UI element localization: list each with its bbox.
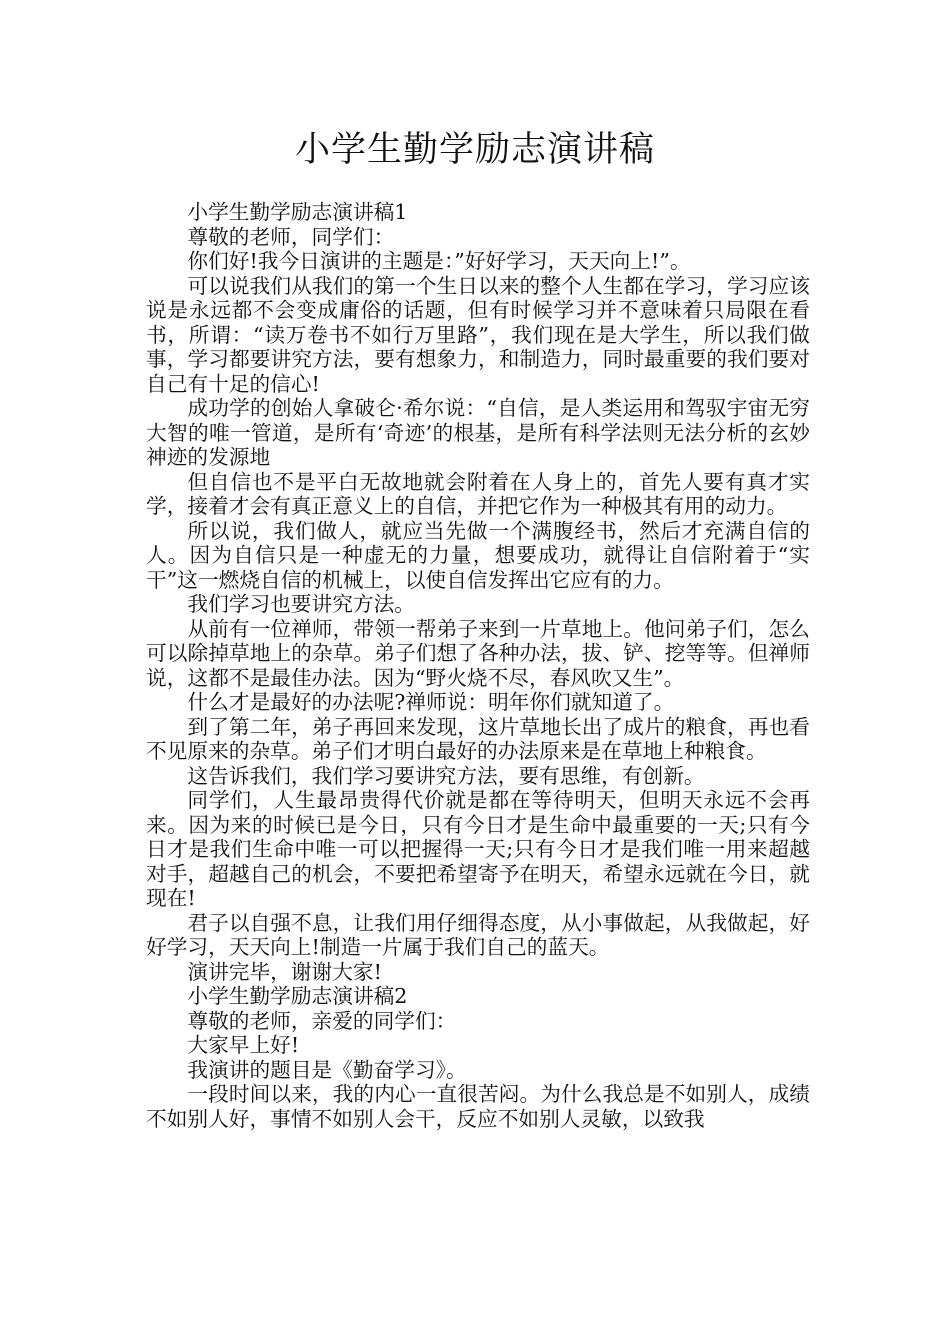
paragraph: 但自信也不是平白无故地就会附着在人身上的，首先人要有真才实学，接着才会有真正意义上的自信，并把它作为一种极其有用的动力。 bbox=[146, 469, 810, 518]
paragraph: 这告诉我们，我们学习要讲究方法，要有思维，有创新。 bbox=[187, 763, 705, 788]
paragraph: 一段时间以来，我的内心一直很苦闷。为什么我总是不如别人，成绩不如别人好，事情不如别人会干，反应不如别人灵敏，以致我 bbox=[146, 1082, 810, 1131]
paragraph: 我们学习也要讲究方法。 bbox=[187, 592, 415, 616]
paragraph: 尊敬的老师，亲爱的同学们： bbox=[187, 1008, 457, 1033]
paragraph: 从前有一位禅师，带领一帮弟子来到一片草地上。他问弟子们，怎么可以除掉草地上的杂草。弟子们想了各种办法，拔、铲、挖等等。但禅师说，这都不是最佳办法。因为“野火烧不尽，春风吹又生”。 bbox=[146, 616, 810, 690]
paragraph: 尊敬的老师，同学们： bbox=[187, 224, 395, 249]
document-title: 小学生勤学励志演讲稿 bbox=[294, 130, 655, 170]
paragraph: 成功学的创始人拿破仑·希尔说：“自信，是人类运用和驾驭宇宙无穷大智的唯一管道，是所有‘奇迹’的根基，是所有科学法则无法分析的玄妙神迹的发源地 bbox=[146, 396, 810, 469]
paragraph: 我演讲的题目是《勤奋学习》。 bbox=[187, 1057, 467, 1082]
paragraph: 可以说我们从我们的第一个生日以来的整个人生都在学习，学习应该说是永远都不会变成庸俗的话题，但有时候学习并不意味着只局限在看书，所谓：“读万卷书不如行万里路”，我们现在是大学生，所以我们做事，学习都要讲究方法，要有想象力，和制造力，同时最重要的我们要对自己有十足的信心! bbox=[146, 273, 810, 396]
paragraph: 同学们，人生最昂贵得代价就是都在等待明天，但明天永远不会再来。因为来的时候已是今日，只有今日才是生命中最重要的一天;只有今日才是我们生命中唯一可以把握得一天;只有今日才是我们唯一用来超越对手，超越自己的机会，不要把希望寄予在明天，希望永远就在今日，就现在! bbox=[146, 788, 810, 910]
paragraph: 什么才是最好的办法呢?禅师说：明年你们就知道了。 bbox=[187, 690, 675, 714]
paragraph: 小学生勤学励志演讲稿1 bbox=[187, 200, 408, 224]
document-body bbox=[146, 200, 810, 1131]
paragraph: 君子以自强不息，让我们用仔细得态度，从小事做起，从我做起，好好学习，天天向上!制造一片属于我们自己的蓝天。 bbox=[146, 910, 810, 959]
paragraph: 小学生勤学励志演讲稿2 bbox=[187, 984, 408, 1008]
paragraph: 你们好!我今日演讲的主题是：”好好学习，天天向上!”。 bbox=[187, 249, 691, 273]
paragraph: 大家早上好! bbox=[187, 1033, 300, 1057]
paragraph: 演讲完毕，谢谢大家! bbox=[187, 959, 382, 984]
paragraph: 到了第二年，弟子再回来发现，这片草地长出了成片的粮食，再也看不见原来的杂草。弟子们才明白最好的办法原来是在草地上种粮食。 bbox=[146, 714, 810, 763]
paragraph: 所以说，我们做人，就应当先做一个满腹经书，然后才充满自信的人。因为自信只是一种虚无的力量，想要成功，就得让自信附着于“实干”这一燃烧自信的机械上，以使自信发挥出它应有的力。 bbox=[146, 518, 810, 592]
